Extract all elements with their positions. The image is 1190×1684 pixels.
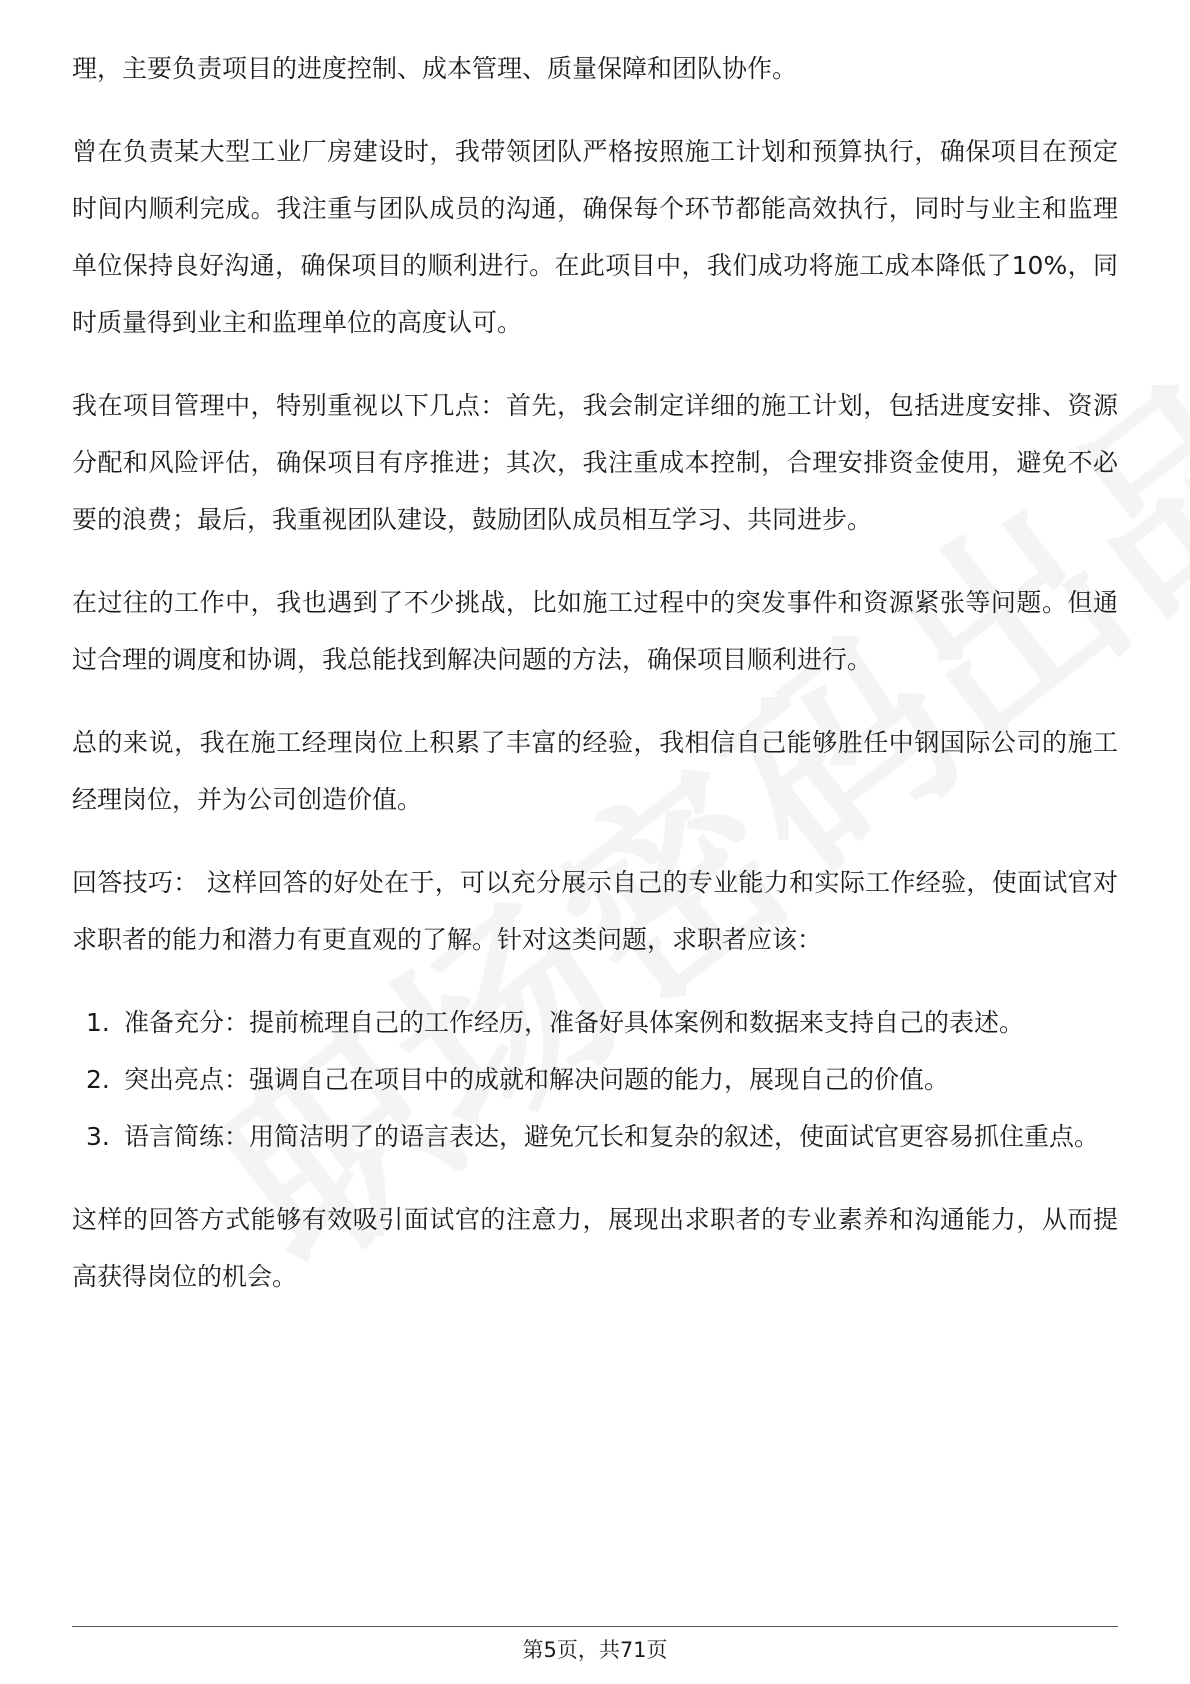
list-item <box>72 1051 1118 1108</box>
footer-divider <box>72 1626 1118 1627</box>
list-item-number: 3. <box>86 1122 110 1151</box>
paragraph-intro-continuation: 理，主要负责项目的进度控制、成本管理、质量保障和团队协作。 <box>72 54 798 83</box>
list-item-number: 1. <box>86 1008 110 1037</box>
document-body <box>72 40 1118 1331</box>
paragraph-challenges: 在过往的工作中，我也遇到了不少挑战，比如施工过程中的突发事件和资源紧张等问题。但通过合理的调度和协调，我总能找到解决问题的方法，确保项目顺利进行。 <box>72 588 1118 674</box>
list-item <box>72 1108 1118 1165</box>
list-item-text: 准备充分：提前梳理自己的工作经历，准备好具体案例和数据来支持自己的表述。 <box>124 1008 1025 1037</box>
list-item-text: 语言简练：用简洁明了的语言表达，避免冗长和复杂的叙述，使面试官更容易抓住重点。 <box>124 1122 1100 1151</box>
paragraph-closing: 这样的回答方式能够有效吸引面试官的注意力，展现出求职者的专业素养和沟通能力，从而提高获得岗位的机会。 <box>72 1205 1118 1291</box>
paragraph-summary: 总的来说，我在施工经理岗位上积累了丰富的经验，我相信自己能够胜任中钢国际公司的施工经理岗位，并为公司创造价值。 <box>72 728 1118 814</box>
paragraph-management-focus: 我在项目管理中，特别重视以下几点：首先，我会制定详细的施工计划，包括进度安排、资源分配和风险评估，确保项目有序推进；其次，我注重成本控制，合理安排资金使用，避免不必要的浪费；最后，我重视团队建设，鼓励团队成员相互学习、共同进步。 <box>72 391 1118 534</box>
list-item-text: 突出亮点：强调自己在项目中的成就和解决问题的能力，展现自己的价值。 <box>124 1065 950 1094</box>
paragraph-answer-tips: 回答技巧： 这样回答的好处在于，可以充分展示自己的专业能力和实际工作经验，使面试官对求职者的能力和潜力有更直观的了解。针对这类问题，求职者应该： <box>72 868 1118 954</box>
list-item-number: 2. <box>86 1065 110 1094</box>
tips-list <box>72 994 1118 1165</box>
paragraph-project-example: 曾在负责某大型工业厂房建设时，我带领团队严格按照施工计划和预算执行，确保项目在预定时间内顺利完成。我注重与团队成员的沟通，确保每个环节都能高效执行，同时与业主和监理单位保持良好沟通，确保项目的顺利进行。在此项目中，我们成功将施工成本降低了10%，同时质量得到业主和监理单位的高度认可。 <box>72 137 1118 337</box>
list-item <box>72 994 1118 1051</box>
page-number: 第5页，共71页 <box>522 1638 668 1662</box>
